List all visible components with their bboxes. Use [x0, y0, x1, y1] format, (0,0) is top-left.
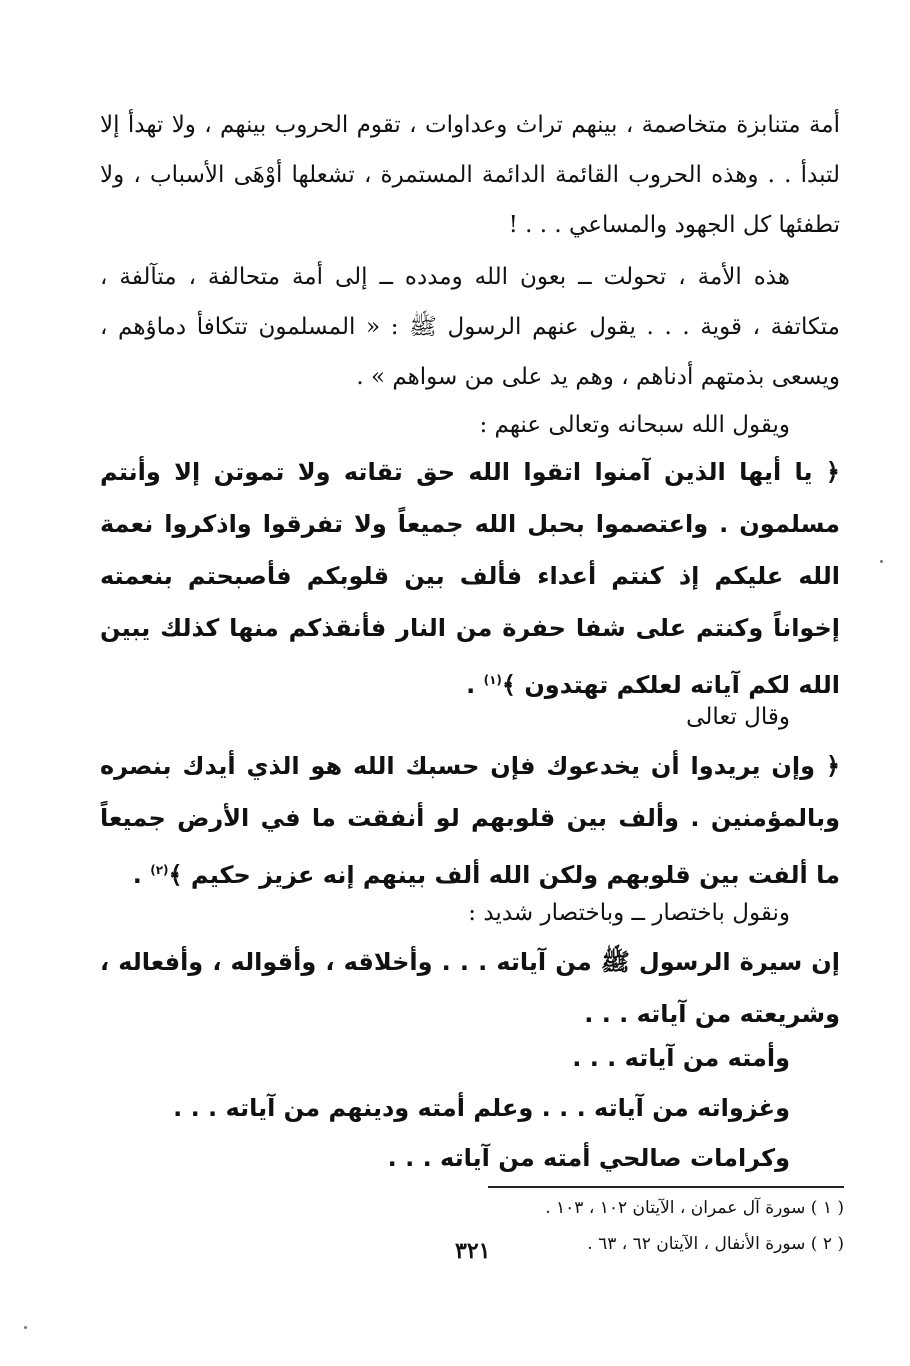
- page-number: ٣٢١: [455, 1238, 491, 1264]
- paragraph-9-text: وكرامات صالحي أمته من آياته . . .: [387, 1144, 790, 1172]
- footnote-divider: [488, 1186, 844, 1188]
- footnote-1: ( ١ ) سورة آل عمران ، الآيتان ١٠٢ ، ١٠٣ .: [545, 1198, 844, 1218]
- footnote-2: ( ٢ ) سورة الأنفال ، الآيتان ٦٢ ، ٦٣ .: [587, 1234, 844, 1254]
- paragraph-5-text: ونقول باختصار ــ وباختصار شديد :: [468, 900, 790, 926]
- footnote-ref-1: (١): [483, 673, 502, 687]
- paragraph-4: [100, 692, 840, 742]
- paragraph-6: [100, 936, 840, 1040]
- quran-verse-1: ﴿ يا أيها الذين آمنوا اتقوا الله حق تقاته ولا تموتن إلا وأنتم مسلمون . واعتصموا بحبل الله جميعاً ولا تفرقوا واذكروا نعمة الله عليكم إذ كنتم أعداء فألف بين قلوبكم فأصبحتم بنعمته إخواناً وكنتم على شفا حفرة من النار فأنقذكم منها كذلك يبين الله لكم آياته لعلكم تهتدون ﴾$^{(١)}$ .: [100, 458, 840, 699]
- paragraph-2-text: هذه الأمة ، تحولت ــ بعون الله ومدده ــ إلى أمة متحالفة ، متآلفة ، متكاتفة ، قوية . . . يقول عنهم الرسول ﷺ : « المسلمون تتكافأ دماؤهم ، ويسعى بذمتهم أدناهم ، وهم يد على من سواهم » .: [100, 264, 840, 390]
- quran-verse-2-text: ﴿ وإن يريدوا أن يخدعوك فإن حسبك الله هو الذي أيدك بنصره وبالمؤمنين . وألف بين قلوبهم لو أنفقت ما في الأرض جميعاً ما ألفت بين قلوبهم ولكن الله ألف بينهم إنه عزيز حكيم ﴾: [100, 752, 840, 889]
- paragraph-1: [100, 100, 840, 250]
- paragraph-6-text: إن سيرة الرسول ﷺ من آياته . . . وأخلاقه ، وأقواله ، وأفعاله ، وشريعته من آياته . . .: [100, 948, 840, 1028]
- scan-speck: [880, 560, 883, 563]
- paragraph-5: [100, 888, 840, 938]
- paragraph-8: [100, 1082, 840, 1134]
- paragraph-2: [100, 252, 840, 402]
- paragraph-8-text: وغزواته من آياته . . . وعلم أمته ودينهم من آياته . . .: [173, 1094, 790, 1122]
- footnote-ref-2: (٢): [150, 863, 169, 877]
- quran-verse-1-text: ﴿ يا أيها الذين آمنوا اتقوا الله حق تقاته ولا تموتن إلا وأنتم مسلمون . واعتصموا بحبل الله جميعاً ولا تفرقوا واذكروا نعمة الله عليكم إذ كنتم أعداء فألف بين قلوبكم فأصبحتم بنعمته إخواناً وكنتم على شفا حفرة من النار فأنقذكم منها كذلك يبين الله لكم آياته لعلكم تهتدون ﴾: [100, 458, 840, 699]
- paragraph-3-text: ويقول الله سبحانه وتعالى عنهم :: [479, 412, 790, 438]
- quran-verse-2: ﴿ وإن يريدوا أن يخدعوك فإن حسبك الله هو الذي أيدك بنصره وبالمؤمنين . وألف بين قلوبهم لو أنفقت ما في الأرض جميعاً ما ألفت بين قلوبهم ولكن الله ألف بينهم إنه عزيز حكيم ﴾$^{(٢)}$ .: [100, 752, 840, 889]
- paragraph-4-text: وقال تعالى: [686, 704, 790, 730]
- paragraph-7: [100, 1032, 840, 1084]
- paragraph-9: [100, 1132, 840, 1184]
- paragraph-7-text: وأمته من آياته . . .: [572, 1044, 790, 1072]
- paragraph-3: [100, 400, 840, 450]
- paragraph-1-text: أمة متنابزة متخاصمة ، بينهم تراث وعداوات ، تقوم الحروب بينهم ، ولا تهدأ إلا لتبدأ . . وهذه الحروب القائمة الدائمة المستمرة ، تشعلها أوْهَى الأسباب ، ولا تطفئها كل الجهود والمساعي . . . !: [100, 112, 840, 238]
- scan-speck: [24, 1326, 27, 1329]
